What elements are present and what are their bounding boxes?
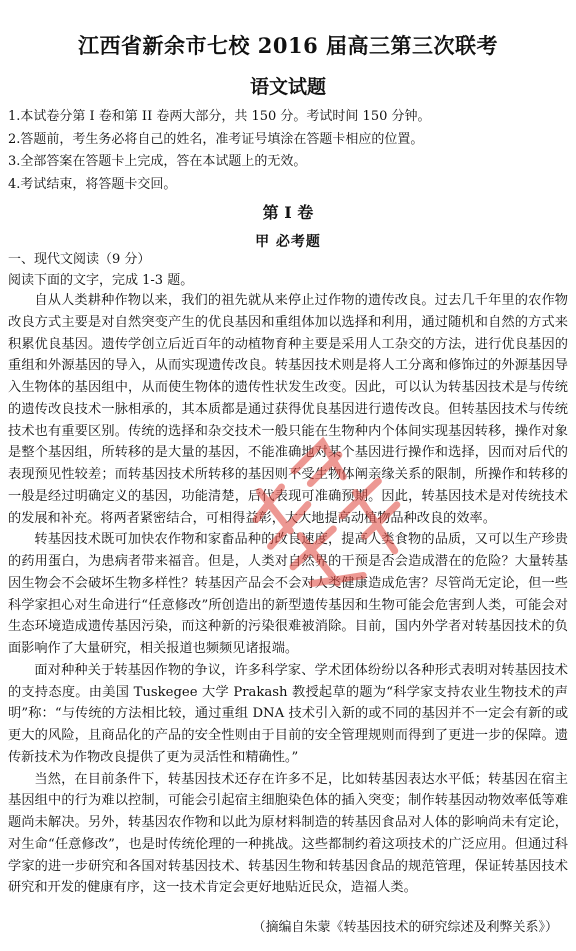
section-heading: 一、现代文阅读（9 分）: [8, 252, 151, 267]
passage-paragraph: 当然，在目前条件下，转基因技术还存在许多不足，比如转基因表达水平低；转基因在宿主基因组中的行为难以控制，可能会引起宿主细胞染色体的插入突变；制作转基因动物效率低等难题尚未解决。另外，转基因农作物和以此为原材料制造的转基因食品对人体的影响尚未有定论，对生命“任意修改”，也是时传统伦理的一种挑战。这些都制约着这项技术的广泛应用。但通过科学家的进一步研究和各国对转基因技术、转基因生物和转基因食品的规范管理，保证转基因技术研究和开发的健康有序，这一技术肯定会更好地贴近民众，造福人类。: [8, 771, 568, 896]
note-item: 4.考试结束，将答题卡交回。: [8, 176, 177, 192]
note-item: 2.答题前，考生务必将自己的姓名，准考证号填涂在答题卡相应的位置。: [8, 131, 424, 147]
exam-subtitle: 语文试题: [249, 76, 326, 98]
part-heading: 甲 必考题: [255, 234, 321, 250]
note-item: 1.本试卷分第 I 卷和第 II 卷两大部分，共 150 分。考试时间 150 分钟。: [8, 109, 431, 124]
reading-instruction: 阅读下面的文字，完成 1-3 题。: [8, 273, 194, 288]
note-item: 3.全部答案在答题卡上完成，答在本试题上的无效。: [8, 154, 307, 170]
exam-title: 江西省新余市七校 2016 届高三第三次联考: [77, 33, 499, 58]
passage-paragraph: 自从人类耕种作物以来，我们的祖先就从来停止过作物的遗传改良。过去几千年里的农作物改良方式主要是对自然突变产生的优良基因和重组体加以选择和利用，通过随机和自然的方式来积累优良基因。遗传学创立后近百年的动植物育种主要是采用人工杂交的方法，进行优良基因的重组和外源基因的导入，从而实现遗传改良。转基因技术则是将人工分离和修饰过的外源基因导入生物体的基因组中，从而使生物体的遗传性状发生改变。因此，可以认为转基因技术是与传统的遗传改良技术一脉相承的，其本质都是通过获得优良基因进行遗传改良。但转基因技术与传统技术也有重要区别。传统的选择和杂交技术一般只能在生物种内个体间实现基因转移，操作对象是整个基因组，所转移的是大量的基因，不能准确地对某个基因进行操作和选择，因而对后代的表现预见性较差；而转基因技术所转移的基因则不受生物体阐亲缘关系的限制，所操作和转移的一般是经过明确定义的基因，功能清楚，后代表现可准确预期。因此，转基因技术是对传统技术的发展和补充。将两者紧密结合，可相得益彰，大大地提高动植物品种改良的效率。: [8, 293, 568, 526]
passage-source: （摘编自朱蒙《转基因技术的研究综述及利弊关系》）: [252, 920, 558, 935]
passage-paragraph: 转基因技术既可加快农作物和家畜品种的改良速度，提高人类食物的品质，又可以生产珍贵的药用蛋白，为患病者带来福音。但是，人类对自然界的干预是否会造成潜在的危险？大量转基因生物会不会破坏生物多样性？转基因产品会不会对人类健康造成危害？尽管尚无定论，但一些科学家担心对生命进行“任意修改”所创造出的新型遗传基因和生物可能会危害到人类，可能会对生态环境造成遗传基因污染，而这种新的污染很难被消除。目前，国内外学者对转基因技术的负面影响作了大量研究，相关报道也频频见诸报端。: [8, 532, 568, 656]
reading-passage: [8, 290, 568, 899]
exam-notes: [8, 106, 568, 196]
passage-paragraph: 面对种种关于转基因作物的争议，许多科学家、学术团体纷纷以各种形式表明对转基因技术的支持态度。由美国 Tuskegee 大学 Prakash 教授起草的题为“科学家支持农业生物技术的声明”称：“与传统的方法相比较，通过重组 DNA 技术引入新的或不同的基因并不一定会有新的或更大的风险，且商品化的产品的安全性则由于目前的安全管理规则而得到了更进一步的保障。遗传新技术为作物改良提供了更为灵活性和精确性。”: [8, 662, 568, 765]
volume-heading: 第 I 卷: [262, 203, 314, 222]
